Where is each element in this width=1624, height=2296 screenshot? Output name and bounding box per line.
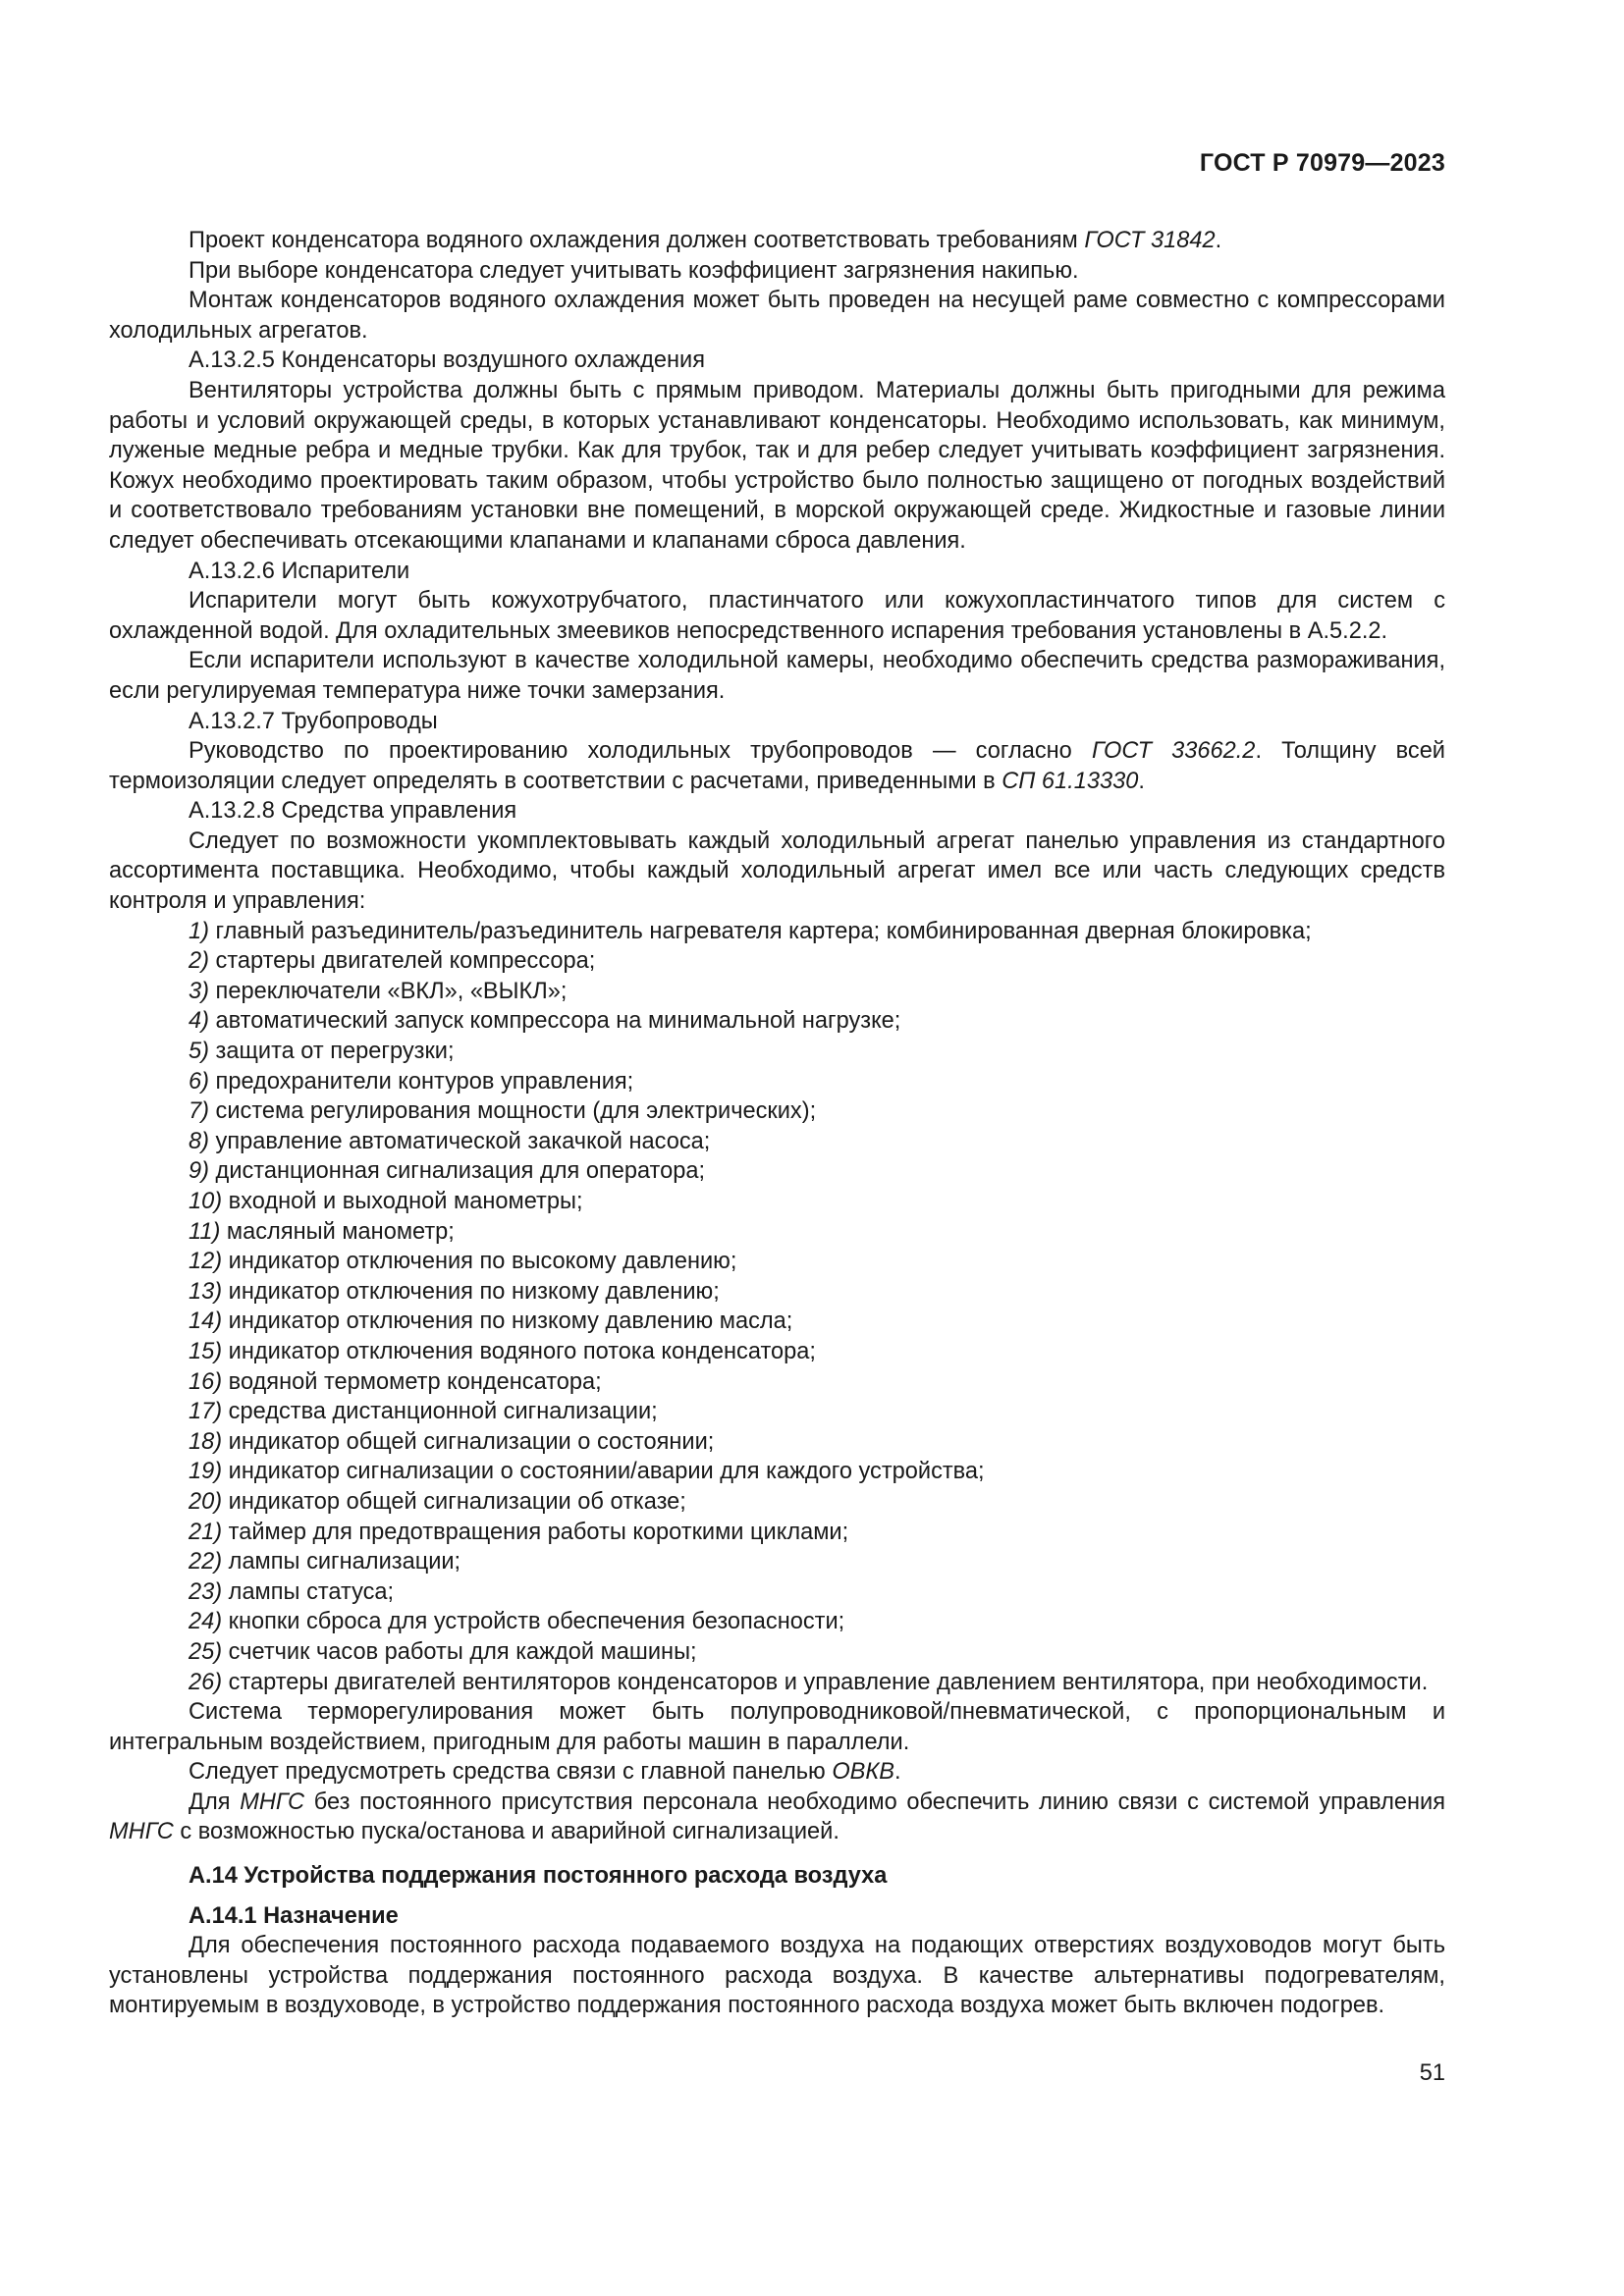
paragraph: Проект конденсатора водяного охлаждения должен соответствовать требованиям ГОСТ 31842. [189,228,1222,253]
list-item: 21) таймер для предотвращения работы короткими циклами; [189,1519,849,1545]
list-item: 4) автоматический запуск компрессора на минимальной нагрузке; [189,1008,901,1035]
standard-reference: СП 61.13330 [1001,768,1139,794]
paragraph: Руководство по проектированию холодильных трубопроводов — согласно ГОСТ 33662.2. Толщину всей термоизоляции следует определять в соответствии с расчетами, приведенными в СП 61.13330. [109,738,1445,794]
list-item: 19) индикатор сигнализации о состоянии/аварии для каждого устройства; [189,1459,985,1485]
subsection-heading: А.13.2.6 Испарители [189,558,410,584]
list-item: 16) водяной термометр конденсатора; [189,1368,602,1395]
standard-reference: ГОСТ 33662.2 [1091,738,1256,765]
list-item: 15) индикатор отключения водяного потока конденсатора; [189,1338,816,1364]
list-item: 22) лампы сигнализации; [189,1549,461,1575]
list-item: 20) индикатор общей сигнализации об отказе; [189,1488,686,1515]
list-item: 24) кнопки сброса для устройств обеспечения безопасности; [189,1609,845,1635]
list-item: 7) система регулирования мощности (для электрических); [189,1098,817,1125]
page-number: 51 [1419,2060,1445,2086]
paragraph: Вентиляторы устройства должны быть с прямым приводом. Материалы должны быть пригодными для режима работы и условий окружающей среды, в которых устанавливают конденсаторы. Необходимо использовать, как минимум, луженые медные ребра и медные трубки. Как для трубок, так и для ребер следует учитывать коэффициент загрязнения. Кожух необходимо проектировать таким образом, чтобы устройство было полностью защищено от погодных воздействий и соответствовало требованиям установки вне помещений, в морской окружающей среде. Жидкостные и газовые линии следует обеспечивать отсекающими клапанами и клапанами сброса давления. [109,377,1445,554]
list-item: 8) управление автоматической закачкой насоса; [189,1128,711,1154]
list-item: 11) масляный манометр; [189,1218,455,1245]
abbreviation: ОВКВ [832,1759,895,1786]
list-item: 12) индикатор отключения по высокому давлению; [189,1249,737,1275]
list-item: 18) индикатор общей сигнализации о состоянии; [189,1428,715,1455]
list-item: 9) дистанционная сигнализация для оператора; [189,1158,706,1185]
standard-reference: ГОСТ 31842 [1084,228,1216,253]
paragraph: Система терморегулирования может быть полупроводниковой/пневматической, с пропорциональным и интегральным воздействием, пригодным для работы машин в параллели. [109,1699,1445,1755]
paragraph: Испарители могут быть кожухотрубчатого, пластинчатого или кожухопластинчатого типов для систем с охлажденной водой. Для охладительных змеевиков непосредственного испарения требования установлены в А.5.2.2. [109,588,1445,644]
list-item: 10) входной и выходной манометры; [189,1189,583,1214]
abbreviation: МНГС [240,1789,305,1815]
subsection-heading: А.13.2.7 Трубопроводы [189,708,438,734]
paragraph: Следует по возможности укомплектовывать каждый холодильный агрегат панелью управления из стандартного ассортимента поставщика. Необходимо, чтобы каждый холодильный агрегат имел все или часть следующих средств контроля и управления: [109,828,1445,915]
page-body [109,226,1445,2021]
paragraph: Следует предусмотреть средства связи с главной панелью ОВКВ. [189,1759,901,1786]
subsection-heading: А.13.2.8 Средства управления [189,798,517,825]
paragraph: Монтаж конденсаторов водяного охлаждения может быть проведен на несущей раме совместно с компрессорами холодильных агрегатов. [109,288,1445,344]
list-item: 25) счетчик часов работы для каждой машины; [189,1638,697,1665]
abbreviation: МНГС [109,1819,174,1845]
list-item: 14) индикатор отключения по низкому давлению масла; [189,1308,793,1335]
list-item: 23) лампы статуса; [189,1578,395,1605]
paragraph: Для обеспечения постоянного расхода подаваемого воздуха на подающих отверстиях воздуховодов могут быть установлены устройства поддержания постоянного расхода воздуха. В качестве альтернативы подогревателям, монтируемым в воздуховоде, в устройство поддержания постоянного расхода воздуха может быть включен подогрев. [109,1933,1445,2019]
list-item: 17) средства дистанционной сигнализации; [189,1399,658,1425]
list-item: 1) главный разъединитель/разъединитель нагревателя картера; комбинированная дверная блокировка; [189,918,1312,944]
paragraph: Если испарители используют в качестве холодильной камеры, необходимо обеспечить средства размораживания, если регулируемая температура ниже точки замерзания. [109,648,1445,704]
list-item: 3) переключатели «ВКЛ», «ВЫКЛ»; [189,978,568,1004]
document-code-header: ГОСТ Р 70979—2023 [1199,149,1445,177]
subsection-heading-bold: А.14.1 Назначение [189,1902,399,1929]
list-item: 26) стартеры двигателей вентиляторов конденсаторов и управление давлением вентилятора, при необходимости. [189,1669,1429,1695]
list-item: 2) стартеры двигателей компрессора; [189,948,596,975]
paragraph: Для МНГС без постоянного присутствия персонала необходимо обеспечить линию связи с системой управления МНГС с возможностью пуска/останова и аварийной сигнализацией. [109,1789,1446,1845]
paragraph: При выборе конденсатора следует учитывать коэффициент загрязнения накипью. [189,257,1079,284]
list-item: 6) предохранители контуров управления; [189,1068,634,1095]
list-item: 5) защита от перегрузки; [189,1039,455,1065]
controls-list [109,917,1445,1697]
list-item: 13) индикатор отключения по низкому давлению; [189,1278,720,1305]
section-heading: А.14 Устройства поддержания постоянного расхода воздуха [189,1863,888,1890]
subsection-heading: А.13.2.5 Конденсаторы воздушного охлаждения [189,347,705,374]
